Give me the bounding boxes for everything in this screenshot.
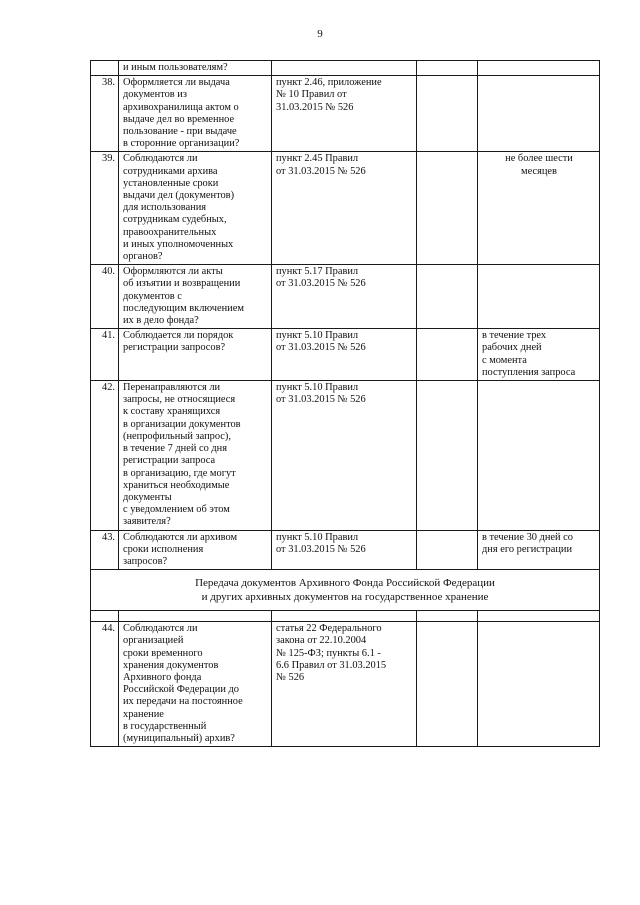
- row-number: 38.: [91, 76, 119, 152]
- blank-cell: [417, 61, 478, 76]
- blank-cell: [417, 76, 478, 152]
- table-row: [91, 152, 600, 265]
- blank-cell: [417, 152, 478, 265]
- question-cell: Соблюдаются ли архивом сроки исполнения запросов?: [119, 530, 272, 570]
- page-number: 9: [317, 28, 323, 40]
- row-number: 41.: [91, 329, 119, 381]
- reference-cell: пункт 5.17 Правил от 31.03.2015 № 526: [272, 265, 417, 329]
- reference-cell: пункт 5.10 Правил от 31.03.2015 № 526: [272, 329, 417, 381]
- blank-cell: [417, 611, 478, 622]
- blank-cell: [417, 329, 478, 381]
- row-number: 40.: [91, 265, 119, 329]
- row-number: 44.: [91, 622, 119, 747]
- row-number: [91, 61, 119, 76]
- table-row: [91, 329, 600, 381]
- blank-cell: [478, 611, 600, 622]
- table-row: [91, 76, 600, 152]
- note-cell: [478, 381, 600, 530]
- blank-cell: [417, 530, 478, 570]
- spacer-row: [91, 611, 600, 622]
- blank-cell: [417, 265, 478, 329]
- section-heading: Передача документов Архивного Фонда Российской Федерации и других архивных документов на государственное хранение: [91, 570, 600, 611]
- section-heading-row: [91, 570, 600, 611]
- blank-cell: [272, 611, 417, 622]
- blank-cell: [417, 381, 478, 530]
- note-cell: [478, 265, 600, 329]
- table-row: [91, 622, 600, 747]
- table-row: [91, 265, 600, 329]
- question-cell: Перенаправляются ли запросы, не относящиеся к составу хранящихся в организации документов (непрофильный запрос), в течение 7 дней со дня регистрации запроса в организацию, где могут храниться необходимые документы с уведомлением об этом заявителя?: [119, 381, 272, 530]
- table-row: [91, 530, 600, 570]
- reference-cell: [272, 61, 417, 76]
- table-row: [91, 381, 600, 530]
- blank-cell: [91, 611, 119, 622]
- note-cell: [478, 61, 600, 76]
- reference-cell: статья 22 Федерального закона от 22.10.2004 № 125-ФЗ; пункты 6.1 - 6.6 Правил от 31.03.2015 № 526: [272, 622, 417, 747]
- note-cell: в течение 30 дней со дня его регистрации: [478, 530, 600, 570]
- question-cell: Соблюдаются ли организацией сроки временного хранения документов Архивного фонда Российской Федерации до их передачи на постоянное хранение в государственный (муниципальный) архив?: [119, 622, 272, 747]
- row-number: 39.: [91, 152, 119, 265]
- note-cell: в течение трех рабочих дней с момента поступления запроса: [478, 329, 600, 381]
- note-cell: [478, 76, 600, 152]
- row-number: 42.: [91, 381, 119, 530]
- checklist-table: [90, 60, 600, 747]
- question-cell: Оформляется ли выдача документов из архивохранилища актом о выдаче дел во временное пользование - при выдаче в сторонние организации?: [119, 76, 272, 152]
- question-cell: Соблюдаются ли сотрудниками архива установленные сроки выдачи дел (документов) для использования сотрудникам судебных, правоохранительных и иных уполномоченных органов?: [119, 152, 272, 265]
- note-cell: [478, 622, 600, 747]
- question-cell: Соблюдается ли порядок регистрации запросов?: [119, 329, 272, 381]
- reference-cell: пункт 2.46, приложение № 10 Правил от 31.03.2015 № 526: [272, 76, 417, 152]
- question-cell: Оформляются ли акты об изъятии и возвращении документов с последующим включением их в дело фонда?: [119, 265, 272, 329]
- note-cell: не более шести месяцев: [478, 152, 600, 265]
- checklist-table-body: [91, 61, 600, 747]
- question-cell: и иным пользователям?: [119, 61, 272, 76]
- reference-cell: пункт 2.45 Правил от 31.03.2015 № 526: [272, 152, 417, 265]
- reference-cell: пункт 5.10 Правил от 31.03.2015 № 526: [272, 530, 417, 570]
- reference-cell: пункт 5.10 Правил от 31.03.2015 № 526: [272, 381, 417, 530]
- blank-cell: [417, 622, 478, 747]
- blank-cell: [119, 611, 272, 622]
- row-number: 43.: [91, 530, 119, 570]
- table-row: [91, 61, 600, 76]
